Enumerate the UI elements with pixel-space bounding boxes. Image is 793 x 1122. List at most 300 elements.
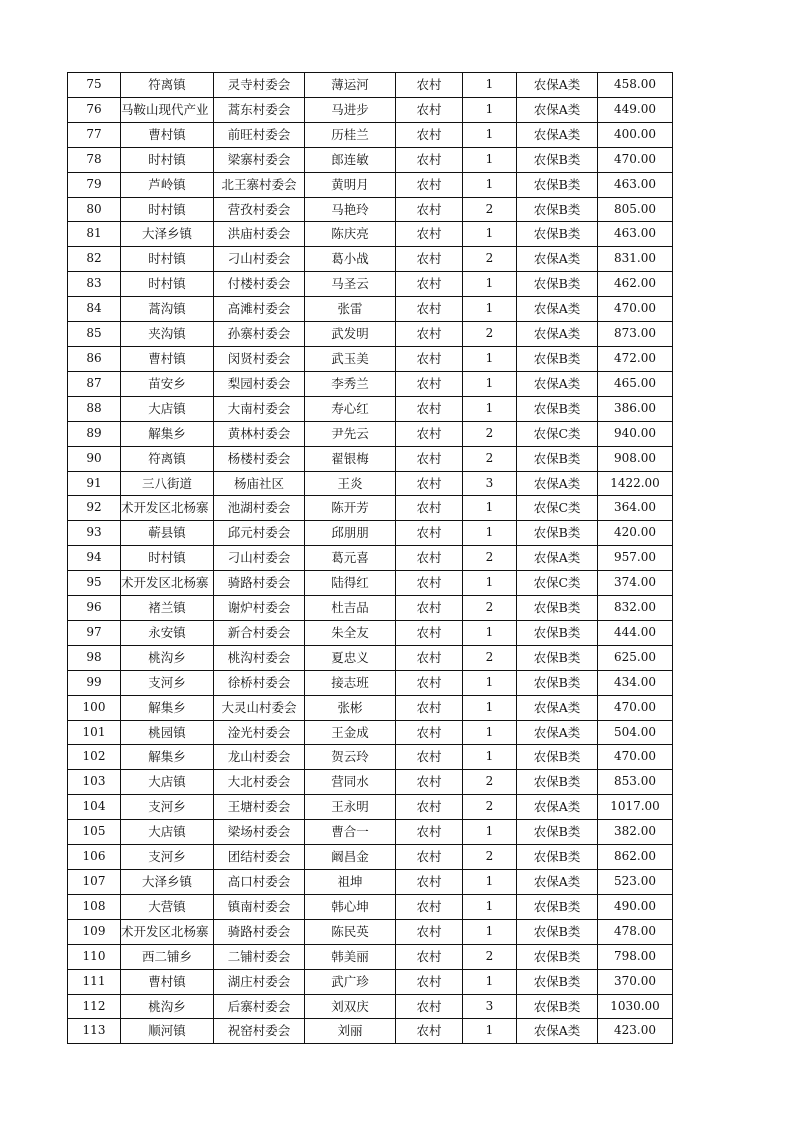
village-committee-cell: 大南村委会 (214, 396, 305, 421)
household-type-cell: 农村 (396, 421, 463, 446)
village-committee-cell: 后寨村委会 (214, 994, 305, 1019)
table-row (68, 894, 673, 919)
person-name-cell: 陈开芳 (305, 496, 396, 521)
person-name-cell: 陈庆亮 (305, 222, 396, 247)
member-count-cell: 1 (463, 695, 517, 720)
township-cell: 马鞍山现代产业 (121, 97, 214, 122)
village-committee-cell: 刁山村委会 (214, 546, 305, 571)
township-cell: 桃沟乡 (121, 994, 214, 1019)
township-cell: 术开发区北杨寨 (121, 919, 214, 944)
township-cell: 大店镇 (121, 396, 214, 421)
insurance-category-cell: 农保B类 (517, 770, 598, 795)
row-number-cell: 90 (68, 446, 121, 471)
person-name-cell: 王永明 (305, 795, 396, 820)
table-row (68, 820, 673, 845)
insurance-category-cell: 农保A类 (517, 73, 598, 98)
village-committee-cell: 蒿东村委会 (214, 97, 305, 122)
row-number-cell: 96 (68, 596, 121, 621)
person-name-cell: 张雷 (305, 297, 396, 322)
amount-cell: 873.00 (598, 322, 673, 347)
table-row (68, 371, 673, 396)
township-cell: 解集乡 (121, 745, 214, 770)
person-name-cell: 葛小战 (305, 247, 396, 272)
member-count-cell: 2 (463, 247, 517, 272)
household-type-cell: 农村 (396, 446, 463, 471)
table-row (68, 695, 673, 720)
insurance-category-cell: 农保A类 (517, 795, 598, 820)
amount-cell: 908.00 (598, 446, 673, 471)
person-name-cell: 陆得红 (305, 571, 396, 596)
village-committee-cell: 骑路村委会 (214, 571, 305, 596)
township-cell: 支河乡 (121, 795, 214, 820)
member-count-cell: 2 (463, 596, 517, 621)
member-count-cell: 2 (463, 845, 517, 870)
person-name-cell: 王炎 (305, 471, 396, 496)
village-committee-cell: 孙寨村委会 (214, 322, 305, 347)
amount-cell: 470.00 (598, 147, 673, 172)
person-name-cell: 尹先云 (305, 421, 396, 446)
township-cell: 蒿沟镇 (121, 297, 214, 322)
village-committee-cell: 杨楼村委会 (214, 446, 305, 471)
township-cell: 时村镇 (121, 546, 214, 571)
township-cell: 术开发区北杨寨 (121, 496, 214, 521)
household-type-cell: 农村 (396, 695, 463, 720)
village-committee-cell: 高滩村委会 (214, 297, 305, 322)
person-name-cell: 武玉美 (305, 346, 396, 371)
person-name-cell: 刘双庆 (305, 994, 396, 1019)
village-committee-cell: 前旺村委会 (214, 122, 305, 147)
member-count-cell: 3 (463, 471, 517, 496)
person-name-cell: 寿心红 (305, 396, 396, 421)
person-name-cell: 葛元喜 (305, 546, 396, 571)
row-number-cell: 94 (68, 546, 121, 571)
township-cell: 芦岭镇 (121, 172, 214, 197)
member-count-cell: 1 (463, 73, 517, 98)
village-committee-cell: 邱元村委会 (214, 521, 305, 546)
insurance-category-cell: 农保B类 (517, 645, 598, 670)
member-count-cell: 2 (463, 446, 517, 471)
insurance-category-cell: 农保B类 (517, 346, 598, 371)
table-row (68, 421, 673, 446)
household-type-cell: 农村 (396, 147, 463, 172)
row-number-cell: 106 (68, 845, 121, 870)
insurance-category-cell: 农保C类 (517, 421, 598, 446)
table-row (68, 297, 673, 322)
amount-cell: 382.00 (598, 820, 673, 845)
table-row (68, 172, 673, 197)
person-name-cell: 薄运河 (305, 73, 396, 98)
household-type-cell: 农村 (396, 1019, 463, 1044)
person-name-cell: 历桂兰 (305, 122, 396, 147)
amount-cell: 449.00 (598, 97, 673, 122)
member-count-cell: 1 (463, 894, 517, 919)
amount-cell: 444.00 (598, 620, 673, 645)
insurance-category-cell: 农保B类 (517, 222, 598, 247)
table-row (68, 670, 673, 695)
insurance-category-cell: 农保A类 (517, 371, 598, 396)
village-committee-cell: 骑路村委会 (214, 919, 305, 944)
village-committee-cell: 徐桥村委会 (214, 670, 305, 695)
member-count-cell: 1 (463, 571, 517, 596)
township-cell: 时村镇 (121, 197, 214, 222)
township-cell: 曹村镇 (121, 346, 214, 371)
table-row (68, 845, 673, 870)
township-cell: 大店镇 (121, 770, 214, 795)
village-committee-cell: 灵寺村委会 (214, 73, 305, 98)
table-row (68, 197, 673, 222)
amount-cell: 470.00 (598, 695, 673, 720)
person-name-cell: 马进步 (305, 97, 396, 122)
person-name-cell: 阚昌金 (305, 845, 396, 870)
member-count-cell: 2 (463, 770, 517, 795)
township-cell: 曹村镇 (121, 122, 214, 147)
row-number-cell: 84 (68, 297, 121, 322)
household-type-cell: 农村 (396, 546, 463, 571)
insurance-category-cell: 农保A类 (517, 1019, 598, 1044)
person-name-cell: 马艳玲 (305, 197, 396, 222)
insurance-category-cell: 农保A类 (517, 97, 598, 122)
household-type-cell: 农村 (396, 795, 463, 820)
member-count-cell: 1 (463, 346, 517, 371)
table-row (68, 446, 673, 471)
amount-cell: 458.00 (598, 73, 673, 98)
row-number-cell: 99 (68, 670, 121, 695)
row-number-cell: 105 (68, 820, 121, 845)
insurance-category-cell: 农保B类 (517, 396, 598, 421)
township-cell: 支河乡 (121, 670, 214, 695)
member-count-cell: 1 (463, 521, 517, 546)
household-type-cell: 农村 (396, 496, 463, 521)
amount-cell: 470.00 (598, 297, 673, 322)
village-committee-cell: 淦光村委会 (214, 720, 305, 745)
member-count-cell: 1 (463, 870, 517, 895)
member-count-cell: 1 (463, 745, 517, 770)
member-count-cell: 2 (463, 421, 517, 446)
village-committee-cell: 北王寨村委会 (214, 172, 305, 197)
amount-cell: 805.00 (598, 197, 673, 222)
amount-cell: 940.00 (598, 421, 673, 446)
table-row (68, 521, 673, 546)
township-cell: 曹村镇 (121, 969, 214, 994)
household-type-cell: 农村 (396, 944, 463, 969)
table-row (68, 222, 673, 247)
household-type-cell: 农村 (396, 122, 463, 147)
recipient-table (67, 72, 673, 1044)
table-row (68, 546, 673, 571)
amount-cell: 423.00 (598, 1019, 673, 1044)
amount-cell: 798.00 (598, 944, 673, 969)
household-type-cell: 农村 (396, 197, 463, 222)
row-number-cell: 75 (68, 73, 121, 98)
member-count-cell: 1 (463, 969, 517, 994)
table-row (68, 795, 673, 820)
table-row (68, 272, 673, 297)
township-cell: 符离镇 (121, 446, 214, 471)
person-name-cell: 杜吉品 (305, 596, 396, 621)
row-number-cell: 104 (68, 795, 121, 820)
village-committee-cell: 梁场村委会 (214, 820, 305, 845)
member-count-cell: 2 (463, 795, 517, 820)
township-cell: 蕲县镇 (121, 521, 214, 546)
village-committee-cell: 付楼村委会 (214, 272, 305, 297)
row-number-cell: 86 (68, 346, 121, 371)
row-number-cell: 100 (68, 695, 121, 720)
insurance-category-cell: 农保B类 (517, 820, 598, 845)
row-number-cell: 98 (68, 645, 121, 670)
amount-cell: 470.00 (598, 745, 673, 770)
village-committee-cell: 黄林村委会 (214, 421, 305, 446)
member-count-cell: 1 (463, 396, 517, 421)
table-row (68, 620, 673, 645)
person-name-cell: 祖坤 (305, 870, 396, 895)
village-committee-cell: 镇南村委会 (214, 894, 305, 919)
township-cell: 时村镇 (121, 247, 214, 272)
person-name-cell: 贺云玲 (305, 745, 396, 770)
village-committee-cell: 梨园村委会 (214, 371, 305, 396)
row-number-cell: 82 (68, 247, 121, 272)
amount-cell: 832.00 (598, 596, 673, 621)
village-committee-cell: 营孜村委会 (214, 197, 305, 222)
table-row (68, 994, 673, 1019)
row-number-cell: 103 (68, 770, 121, 795)
insurance-category-cell: 农保A类 (517, 122, 598, 147)
amount-cell: 957.00 (598, 546, 673, 571)
village-committee-cell: 洪庙村委会 (214, 222, 305, 247)
person-name-cell: 武广珍 (305, 969, 396, 994)
household-type-cell: 农村 (396, 620, 463, 645)
insurance-category-cell: 农保A类 (517, 247, 598, 272)
township-cell: 夹沟镇 (121, 322, 214, 347)
insurance-category-cell: 农保B类 (517, 446, 598, 471)
household-type-cell: 农村 (396, 870, 463, 895)
member-count-cell: 1 (463, 670, 517, 695)
table-row (68, 919, 673, 944)
amount-cell: 420.00 (598, 521, 673, 546)
household-type-cell: 农村 (396, 571, 463, 596)
insurance-category-cell: 农保A类 (517, 322, 598, 347)
township-cell: 苗安乡 (121, 371, 214, 396)
row-number-cell: 78 (68, 147, 121, 172)
amount-cell: 386.00 (598, 396, 673, 421)
village-committee-cell: 龙山村委会 (214, 745, 305, 770)
amount-cell: 370.00 (598, 969, 673, 994)
village-committee-cell: 二铺村委会 (214, 944, 305, 969)
person-name-cell: 张彬 (305, 695, 396, 720)
row-number-cell: 112 (68, 994, 121, 1019)
member-count-cell: 3 (463, 994, 517, 1019)
table-row (68, 471, 673, 496)
row-number-cell: 108 (68, 894, 121, 919)
insurance-category-cell: 农保B类 (517, 845, 598, 870)
row-number-cell: 77 (68, 122, 121, 147)
household-type-cell: 农村 (396, 596, 463, 621)
table-row (68, 247, 673, 272)
amount-cell: 478.00 (598, 919, 673, 944)
person-name-cell: 夏忠义 (305, 645, 396, 670)
insurance-category-cell: 农保B类 (517, 620, 598, 645)
household-type-cell: 农村 (396, 969, 463, 994)
village-committee-cell: 高口村委会 (214, 870, 305, 895)
table-row (68, 720, 673, 745)
person-name-cell: 邱朋朋 (305, 521, 396, 546)
village-committee-cell: 大灵山村委会 (214, 695, 305, 720)
table-row (68, 122, 673, 147)
township-cell: 大营镇 (121, 894, 214, 919)
amount-cell: 364.00 (598, 496, 673, 521)
household-type-cell: 农村 (396, 645, 463, 670)
table-row (68, 969, 673, 994)
amount-cell: 862.00 (598, 845, 673, 870)
insurance-category-cell: 农保A类 (517, 695, 598, 720)
table-row (68, 870, 673, 895)
amount-cell: 625.00 (598, 645, 673, 670)
person-name-cell: 翟银梅 (305, 446, 396, 471)
table-row (68, 97, 673, 122)
member-count-cell: 1 (463, 496, 517, 521)
insurance-category-cell: 农保B类 (517, 147, 598, 172)
village-committee-cell: 祝窑村委会 (214, 1019, 305, 1044)
household-type-cell: 农村 (396, 97, 463, 122)
amount-cell: 853.00 (598, 770, 673, 795)
row-number-cell: 89 (68, 421, 121, 446)
person-name-cell: 曹合一 (305, 820, 396, 845)
person-name-cell: 李秀兰 (305, 371, 396, 396)
household-type-cell: 农村 (396, 322, 463, 347)
member-count-cell: 1 (463, 222, 517, 247)
township-cell: 西二铺乡 (121, 944, 214, 969)
township-cell: 桃沟乡 (121, 645, 214, 670)
person-name-cell: 刘丽 (305, 1019, 396, 1044)
insurance-category-cell: 农保B类 (517, 944, 598, 969)
village-committee-cell: 梁寨村委会 (214, 147, 305, 172)
table-row (68, 322, 673, 347)
amount-cell: 504.00 (598, 720, 673, 745)
member-count-cell: 1 (463, 97, 517, 122)
person-name-cell: 黄明月 (305, 172, 396, 197)
member-count-cell: 1 (463, 1019, 517, 1044)
township-cell: 顺河镇 (121, 1019, 214, 1044)
insurance-category-cell: 农保B类 (517, 969, 598, 994)
member-count-cell: 2 (463, 645, 517, 670)
township-cell: 术开发区北杨寨 (121, 571, 214, 596)
member-count-cell: 1 (463, 919, 517, 944)
township-cell: 三八街道 (121, 471, 214, 496)
insurance-category-cell: 农保C类 (517, 571, 598, 596)
township-cell: 大店镇 (121, 820, 214, 845)
row-number-cell: 97 (68, 620, 121, 645)
row-number-cell: 109 (68, 919, 121, 944)
member-count-cell: 1 (463, 272, 517, 297)
row-number-cell: 113 (68, 1019, 121, 1044)
amount-cell: 374.00 (598, 571, 673, 596)
household-type-cell: 农村 (396, 172, 463, 197)
insurance-category-cell: 农保A类 (517, 546, 598, 571)
amount-cell: 434.00 (598, 670, 673, 695)
village-committee-cell: 杨庙社区 (214, 471, 305, 496)
household-type-cell: 农村 (396, 521, 463, 546)
table-row (68, 645, 673, 670)
row-number-cell: 91 (68, 471, 121, 496)
table-row (68, 745, 673, 770)
amount-cell: 523.00 (598, 870, 673, 895)
household-type-cell: 农村 (396, 894, 463, 919)
row-number-cell: 110 (68, 944, 121, 969)
insurance-category-cell: 农保C类 (517, 496, 598, 521)
insurance-category-cell: 农保B类 (517, 596, 598, 621)
amount-cell: 1422.00 (598, 471, 673, 496)
insurance-category-cell: 农保A类 (517, 297, 598, 322)
village-committee-cell: 闵贤村委会 (214, 346, 305, 371)
row-number-cell: 81 (68, 222, 121, 247)
table-row (68, 147, 673, 172)
village-committee-cell: 桃沟村委会 (214, 645, 305, 670)
row-number-cell: 85 (68, 322, 121, 347)
insurance-category-cell: 农保B类 (517, 994, 598, 1019)
member-count-cell: 1 (463, 720, 517, 745)
village-committee-cell: 团结村委会 (214, 845, 305, 870)
township-cell: 支河乡 (121, 845, 214, 870)
insurance-category-cell: 农保B类 (517, 894, 598, 919)
amount-cell: 1017.00 (598, 795, 673, 820)
insurance-category-cell: 农保B类 (517, 172, 598, 197)
table-row (68, 944, 673, 969)
table-row (68, 571, 673, 596)
member-count-cell: 1 (463, 122, 517, 147)
member-count-cell: 1 (463, 620, 517, 645)
township-cell: 大泽乡镇 (121, 870, 214, 895)
insurance-category-cell: 农保B类 (517, 197, 598, 222)
amount-cell: 463.00 (598, 172, 673, 197)
row-number-cell: 107 (68, 870, 121, 895)
person-name-cell: 韩美丽 (305, 944, 396, 969)
insurance-category-cell: 农保A类 (517, 870, 598, 895)
village-committee-cell: 湖庄村委会 (214, 969, 305, 994)
amount-cell: 400.00 (598, 122, 673, 147)
person-name-cell: 郎连敏 (305, 147, 396, 172)
table-row (68, 346, 673, 371)
household-type-cell: 农村 (396, 745, 463, 770)
member-count-cell: 2 (463, 944, 517, 969)
amount-cell: 472.00 (598, 346, 673, 371)
member-count-cell: 1 (463, 172, 517, 197)
table-row (68, 73, 673, 98)
row-number-cell: 76 (68, 97, 121, 122)
person-name-cell: 朱全友 (305, 620, 396, 645)
row-number-cell: 93 (68, 521, 121, 546)
township-cell: 解集乡 (121, 695, 214, 720)
amount-cell: 462.00 (598, 272, 673, 297)
amount-cell: 465.00 (598, 371, 673, 396)
village-committee-cell: 新合村委会 (214, 620, 305, 645)
table-row (68, 496, 673, 521)
township-cell: 大泽乡镇 (121, 222, 214, 247)
village-committee-cell: 刁山村委会 (214, 247, 305, 272)
row-number-cell: 111 (68, 969, 121, 994)
amount-cell: 1030.00 (598, 994, 673, 1019)
table-row (68, 770, 673, 795)
person-name-cell: 韩心坤 (305, 894, 396, 919)
township-cell: 桃园镇 (121, 720, 214, 745)
person-name-cell: 王金成 (305, 720, 396, 745)
insurance-category-cell: 农保B类 (517, 272, 598, 297)
township-cell: 解集乡 (121, 421, 214, 446)
village-committee-cell: 池湖村委会 (214, 496, 305, 521)
amount-cell: 463.00 (598, 222, 673, 247)
village-committee-cell: 王塘村委会 (214, 795, 305, 820)
insurance-category-cell: 农保B类 (517, 521, 598, 546)
member-count-cell: 1 (463, 297, 517, 322)
household-type-cell: 农村 (396, 73, 463, 98)
